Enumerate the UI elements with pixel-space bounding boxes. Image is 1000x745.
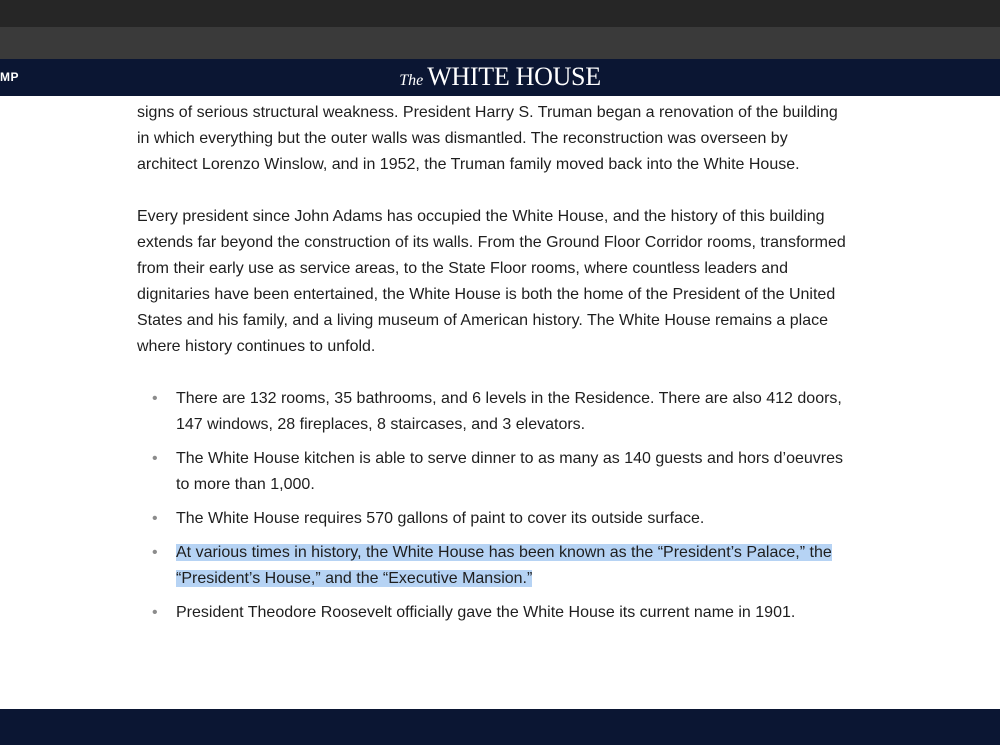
article-body — [137, 100, 849, 634]
fact-item — [137, 446, 849, 498]
logo-the: The — [399, 72, 424, 89]
bullet-icon: • — [152, 544, 158, 561]
site-footer — [0, 709, 1000, 745]
header-nav-fragment[interactable]: MP — [0, 70, 19, 84]
bullet-icon: • — [152, 510, 158, 527]
site-logo[interactable] — [0, 62, 1000, 92]
browser-top-bar — [0, 0, 1000, 27]
fact-text: The White House kitchen is able to serve dinner to as many as 140 guests and hors d’oeuvres to more than 1,000. — [176, 450, 844, 493]
fact-text: The White House requires 570 gallons of paint to cover its outside surface. — [176, 510, 705, 527]
bullet-icon: • — [152, 390, 158, 407]
fact-item-highlighted — [137, 540, 849, 592]
fact-text: President Theodore Roosevelt officially gave the White House its current name in 1901. — [176, 604, 796, 621]
bullet-icon: • — [152, 450, 158, 467]
bullet-icon: • — [152, 604, 158, 621]
logo-wordmark: WHITE HOUSE — [427, 62, 601, 91]
browser-toolbar — [0, 27, 1000, 59]
site-header — [0, 59, 1000, 96]
fact-item — [137, 386, 849, 438]
fact-item — [137, 600, 849, 626]
article-paragraph: signs of serious structural weakness. President Harry S. Truman began a renovation of the building in which everything but the outer walls was dismantled. The reconstruction was overseen by architect Lorenzo Winslow, and in 1952, the Truman family moved back into the White House. — [137, 104, 838, 173]
fact-text: There are 132 rooms, 35 bathrooms, and 6 levels in the Residence. There are also 412 doors, 147 windows, 28 fireplaces, 8 staircases, and 3 elevators. — [176, 390, 842, 433]
selected-fact-text[interactable]: At various times in history, the White House has been known as the “President’s Palace,” the “President’s House,” and the “Executive Mansion.” — [176, 544, 832, 587]
article-paragraph: Every president since John Adams has occupied the White House, and the history of this building extends far beyond the construction of its walls. From the Ground Floor Corridor rooms, transformed from their early use as service areas, to the State Floor rooms, where countless leaders and dignitaries have been entertained, the White House is both the home of the President of the United States and his family, and a living museum of American history. The White House remains a place where history continues to unfold. — [137, 208, 846, 355]
fact-item — [137, 506, 849, 532]
facts-list — [137, 386, 849, 626]
